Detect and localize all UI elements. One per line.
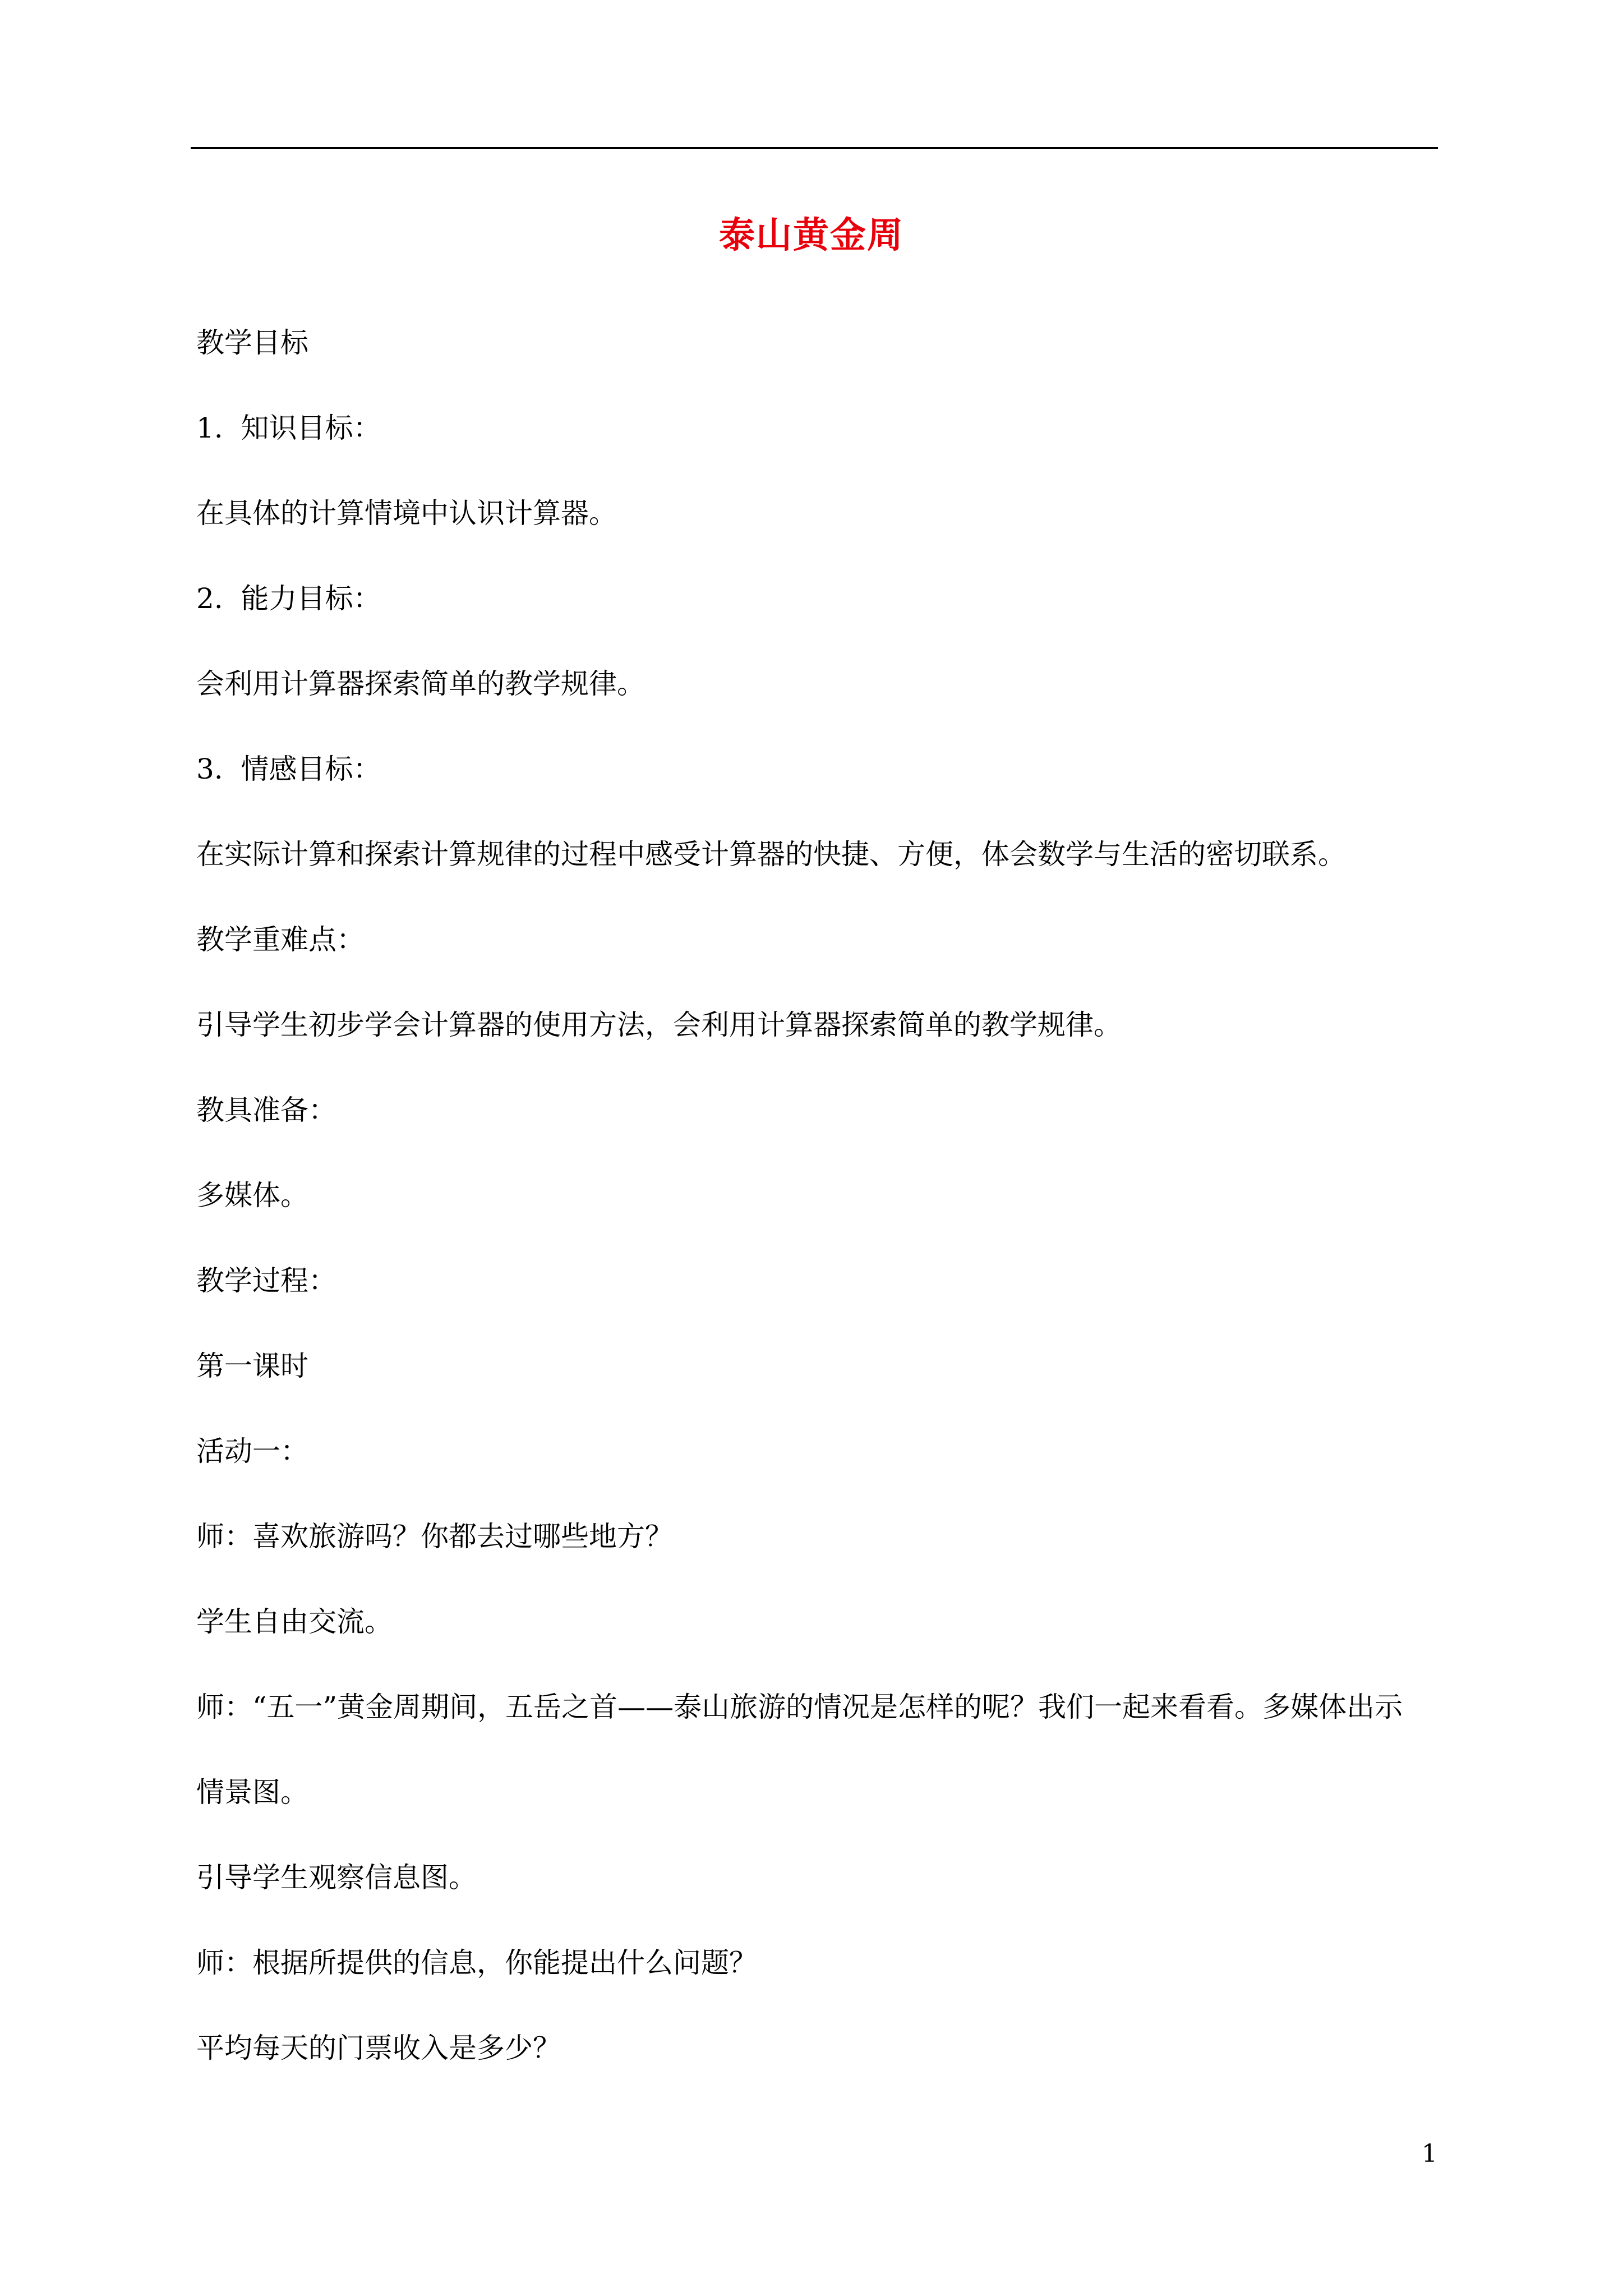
- paragraph: 1. 知识目标：: [196, 412, 381, 444]
- paragraph: 引导学生初步学会计算器的使用方法，会利用计算器探索简单的教学规律。: [196, 1009, 1122, 1041]
- paragraph: 学生自由交流。: [196, 1605, 393, 1638]
- paragraph: 在具体的计算情境中认识计算器。: [196, 497, 617, 530]
- paragraph: 师：根据所提供的信息，你能提出什么问题？: [196, 1947, 757, 1979]
- document-body: [196, 300, 1441, 2091]
- paragraph: 会利用计算器探索简单的教学规律。: [196, 668, 645, 700]
- paragraph: 情景图。: [196, 1776, 308, 1809]
- paragraph: 引导学生观察信息图。: [196, 1861, 477, 1894]
- document-title: 泰山黄金周: [719, 214, 904, 256]
- paragraph: 教学重难点：: [196, 923, 365, 956]
- paragraph: 3. 情感目标：: [196, 753, 381, 785]
- paragraph: 教学过程：: [196, 1264, 336, 1297]
- paragraph: 平均每天的门票收入是多少？: [196, 2032, 561, 2064]
- paragraph: 师：喜欢旅游吗？你都去过哪些地方？: [196, 1520, 673, 1553]
- paragraph: 教学目标: [196, 326, 308, 359]
- paragraph: 在实际计算和探索计算规律的过程中感受计算器的快捷、方便，体会数学与生活的密切联系。: [196, 838, 1346, 871]
- header-rule: [191, 147, 1438, 149]
- paragraph: 教具准备：: [196, 1094, 336, 1126]
- paragraph: 活动一：: [196, 1435, 308, 1467]
- paragraph: 多媒体。: [196, 1179, 308, 1212]
- paragraph: 2. 能力目标：: [196, 582, 381, 615]
- paragraph: 第一课时: [196, 1350, 308, 1382]
- paragraph: 师：“五一”黄金周期间，五岳之首——泰山旅游的情况是怎样的呢？我们一起来看看。多媒体出示: [196, 1691, 1403, 1723]
- page-number: 1: [1422, 2139, 1437, 2168]
